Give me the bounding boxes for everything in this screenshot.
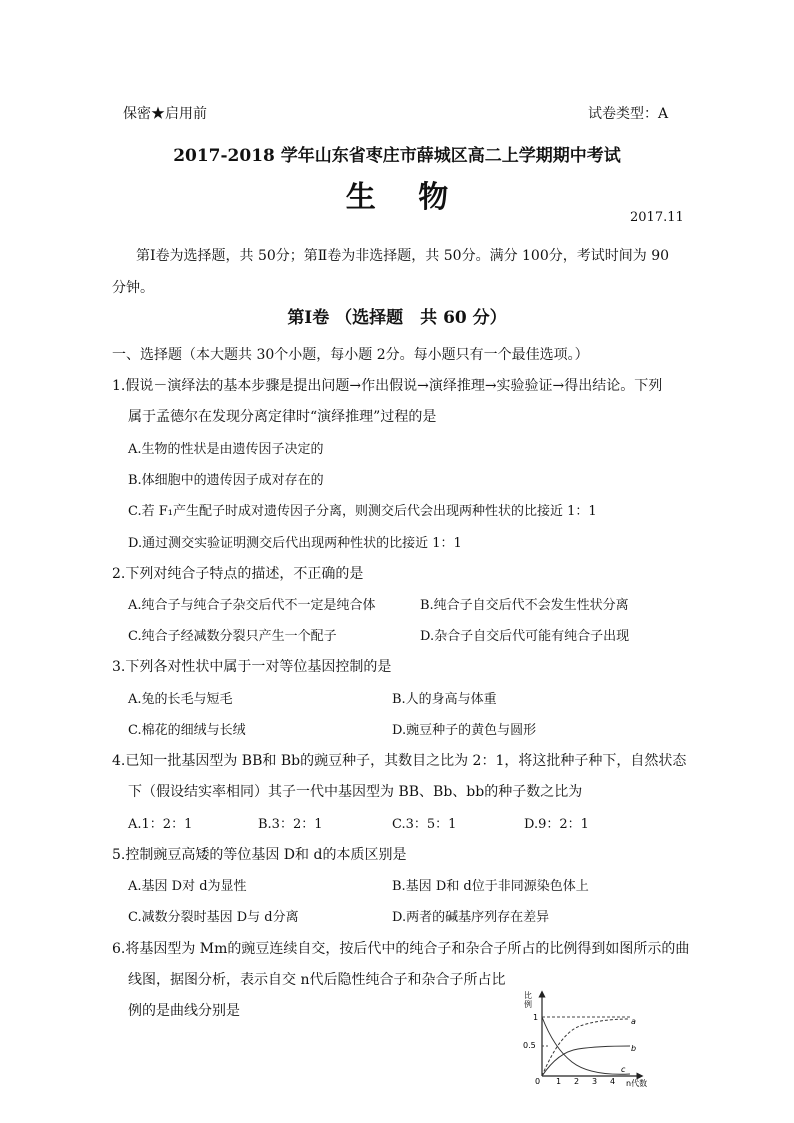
y-tick-0-5: 0.5 xyxy=(523,1041,536,1050)
q1-option-b: B.体细胞中的遗传因子成对存在的 xyxy=(128,473,324,488)
curve-c xyxy=(542,1017,630,1074)
q3-stem: 3.下列各对性状中属于一对等位基因控制的是 xyxy=(112,659,392,675)
q4-option-b: B.3：2：1 xyxy=(258,817,323,832)
y-tick-1: 1 xyxy=(533,1013,539,1022)
curve-b xyxy=(542,1046,630,1076)
q6-stem-line-1: 6.将基因型为 Mm的豌豆连续自交，按后代中的纯合子和杂合子所占的比例得到如图所示的曲 xyxy=(112,941,690,957)
x-tick-2: 2 xyxy=(574,1077,580,1086)
q3-option-b: B.人的身高与体重 xyxy=(392,692,497,707)
subject-title: 生 物 xyxy=(345,180,465,215)
intro-line-1: 第Ⅰ卷为选择题，共 50分；第Ⅱ卷为非选择题，共 50分。满分 100分，考试时间为 90 xyxy=(136,248,670,264)
q4-stem-line-1: 4.已知一批基因型为 BB和 Bb的豌豆种子，其数目之比为 2：1，将这批种子种下，自然状态 xyxy=(112,753,687,769)
q6-curve-figure xyxy=(520,988,660,1088)
section-title: 第Ⅰ卷 （选择题 共 60 分） xyxy=(287,308,507,328)
q5-stem: 5.控制豌豆高矮的等位基因 D和 d的本质区别是 xyxy=(112,847,407,863)
q1-option-a: A.生物的性状是由遗传因子决定的 xyxy=(128,442,324,457)
q1-option-c: C.若 F₁产生配子时成对遗传因子分离，则测交后代会出现两种性状的比接近 1：1 xyxy=(128,504,597,519)
q3-option-c: C.棉花的细绒与长绒 xyxy=(128,723,246,738)
y-axis-label-char: 比 xyxy=(524,991,532,1000)
q1-stem-line-2: 属于孟德尔在发现分离定律时“演绎推理”过程的是 xyxy=(128,409,437,425)
q5-option-a: A.基因 D对 d为显性 xyxy=(128,879,247,894)
q4-option-a: A.1：2：1 xyxy=(128,817,193,832)
x-tick-4: 4 xyxy=(610,1077,616,1086)
y-axis-label xyxy=(524,990,532,1009)
q4-option-d: D.9：2：1 xyxy=(524,817,589,832)
confidential-label: 保密★启用前 xyxy=(123,106,207,122)
q6-stem-line-2: 线图，据图分析，表示自交 n代后隐性纯合子和杂合子所占比 xyxy=(128,972,506,988)
q6-stem-line-3: 例的是曲线分别是 xyxy=(128,1003,240,1019)
exam-title: 2017-2018 学年山东省枣庄市薛城区高二上学期期中考试 xyxy=(173,146,621,166)
q1-stem-line-1: 1.假说－演绎法的基本步骤是提出问题→作出假说→演绎推理→实验验证→得出结论。下列 xyxy=(112,378,663,394)
curve-b-label: b xyxy=(631,1044,637,1053)
q2-option-a: A.纯合子与纯合子杂交后代不一定是纯合体 xyxy=(128,598,376,613)
part-instruction: 一、选择题（本大题共 30个小题，每小题 2分。每小题只有一个最佳选项。） xyxy=(112,347,589,363)
q5-option-d: D.两者的碱基序列存在差异 xyxy=(392,910,550,925)
q2-option-b: B.纯合子自交后代不会发生性状分离 xyxy=(420,598,629,613)
x-axis-label: n代数 xyxy=(626,1079,648,1088)
q3-option-a: A.兔的长毛与短毛 xyxy=(128,692,233,707)
q3-option-d: D.豌豆种子的黄色与圆形 xyxy=(392,723,537,738)
x-tick-1: 1 xyxy=(556,1077,562,1086)
origin-label: 0 xyxy=(535,1077,541,1086)
curve-a-label: a xyxy=(631,1017,636,1026)
paper-type-label: 试卷类型：A xyxy=(588,106,669,122)
curve-c-label: c xyxy=(621,1065,626,1074)
q2-option-c: C.纯合子经减数分裂只产生一个配子 xyxy=(128,629,337,644)
x-tick-3: 3 xyxy=(592,1077,598,1086)
q4-stem-line-2: 下（假设结实率相同）其子一代中基因型为 BB、Bb、bb的种子数之比为 xyxy=(128,784,583,800)
q4-option-c: C.3：5：1 xyxy=(392,817,457,832)
intro-line-2: 分钟。 xyxy=(112,280,154,296)
exam-date: 2017.11 xyxy=(630,210,684,225)
q2-option-d: D.杂合子自交后代可能有纯合子出现 xyxy=(420,629,630,644)
q1-option-d: D.通过测交实验证明测交后代出现两种性状的比接近 1：1 xyxy=(128,536,462,551)
y-axis-label-char: 例 xyxy=(524,1000,532,1009)
q5-option-b: B.基因 D和 d位于非同源染色体上 xyxy=(392,879,589,894)
q5-option-c: C.减数分裂时基因 D与 d分离 xyxy=(128,910,299,925)
q2-stem: 2.下列对纯合子特点的描述，不正确的是 xyxy=(112,566,364,582)
